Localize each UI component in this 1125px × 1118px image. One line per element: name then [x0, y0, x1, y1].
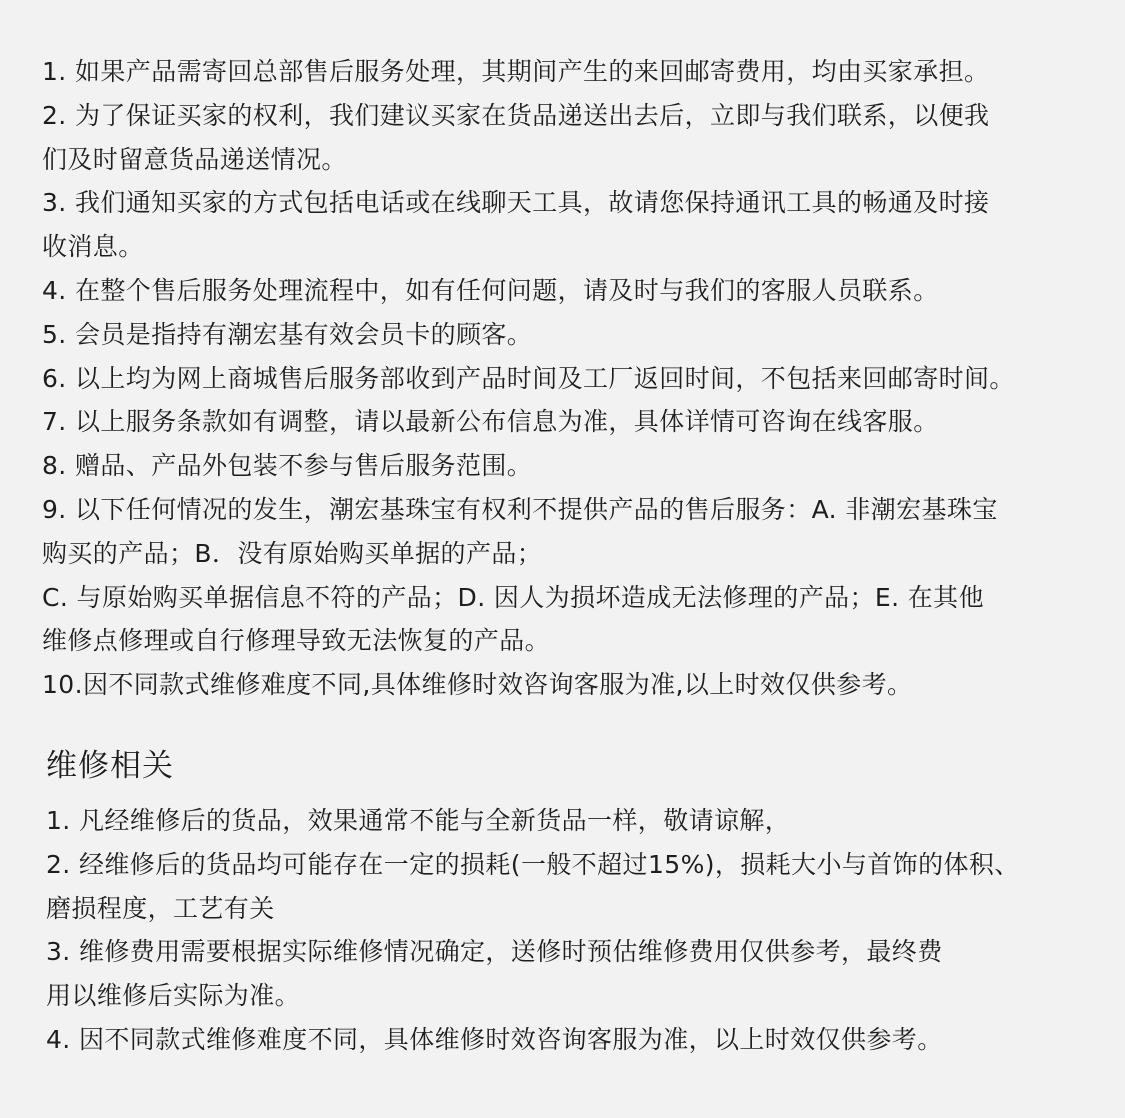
- terms-line: 1. 如果产品需寄回总部售后服务处理，其期间产生的来回邮寄费用，均由买家承担。: [42, 57, 990, 86]
- terms-line: 8. 赠品、产品外包装不参与售后服务范围。: [42, 451, 533, 481]
- terms-line: 5. 会员是指持有潮宏基有效会员卡的顾客。: [42, 319, 533, 349]
- repair-line: 用以维修后实际为准。: [46, 981, 301, 1011]
- terms-line: 2. 为了保证买家的权利，我们建议买家在货品递送出去后，立即与我们联系，以便我: [42, 100, 990, 130]
- repair-line: 3. 维修费用需要根据实际维修情况确定，送修时预估维修费用仅供参考，最终费: [46, 937, 943, 967]
- after-sales-terms-list: [42, 50, 1112, 707]
- repair-line: 1. 凡经维修后的货品，效果通常不能与全新货品一样，敬请谅解，: [46, 805, 791, 835]
- repair-line: 4. 因不同款式维修难度不同，具体维修时效咨询客服为准，以上时效仅供参考。: [46, 1024, 943, 1054]
- terms-line: 4. 在整个售后服务处理流程中，如有任何问题，请及时与我们的客服人员联系。: [42, 275, 939, 305]
- terms-line: 10.因不同款式维修难度不同,具体维修时效咨询客服为准,以上时效仅供参考。: [42, 670, 913, 700]
- terms-line: 6. 以上均为网上商城售后服务部收到产品时间及工厂返回时间，不包括来回邮寄时间。: [42, 363, 1015, 393]
- terms-line: 3. 我们通知买家的方式包括电话或在线聊天工具，故请您保持通讯工具的畅通及时接: [42, 188, 990, 218]
- terms-line: 们及时留意货品递送情况。: [42, 144, 347, 174]
- repair-section-title: 维修相关: [46, 747, 174, 784]
- terms-line: 维修点修理或自行修理导致无法恢复的产品。: [42, 626, 551, 656]
- repair-line: 2. 经维修后的货品均可能存在一定的损耗(一般不超过15%)，损耗大小与首饰的体积、: [46, 849, 1020, 879]
- terms-line: 购买的产品；B．没有原始购买单据的产品；: [42, 538, 543, 568]
- repair-line: 磨损程度，工艺有关: [46, 893, 275, 923]
- terms-line: 9. 以下任何情况的发生，潮宏基珠宝有权利不提供产品的售后服务：A. 非潮宏基珠宝: [42, 494, 998, 524]
- repair-terms-list: [42, 799, 1112, 1062]
- terms-line: C. 与原始购买单据信息不符的产品；D. 因人为损坏造成无法修理的产品；E. 在其他: [42, 582, 984, 612]
- repair-section: [42, 743, 1125, 1062]
- terms-line: 收消息。: [42, 232, 144, 262]
- terms-line: 7. 以上服务条款如有调整，请以最新公布信息为准，具体详情可咨询在线客服。: [42, 407, 939, 437]
